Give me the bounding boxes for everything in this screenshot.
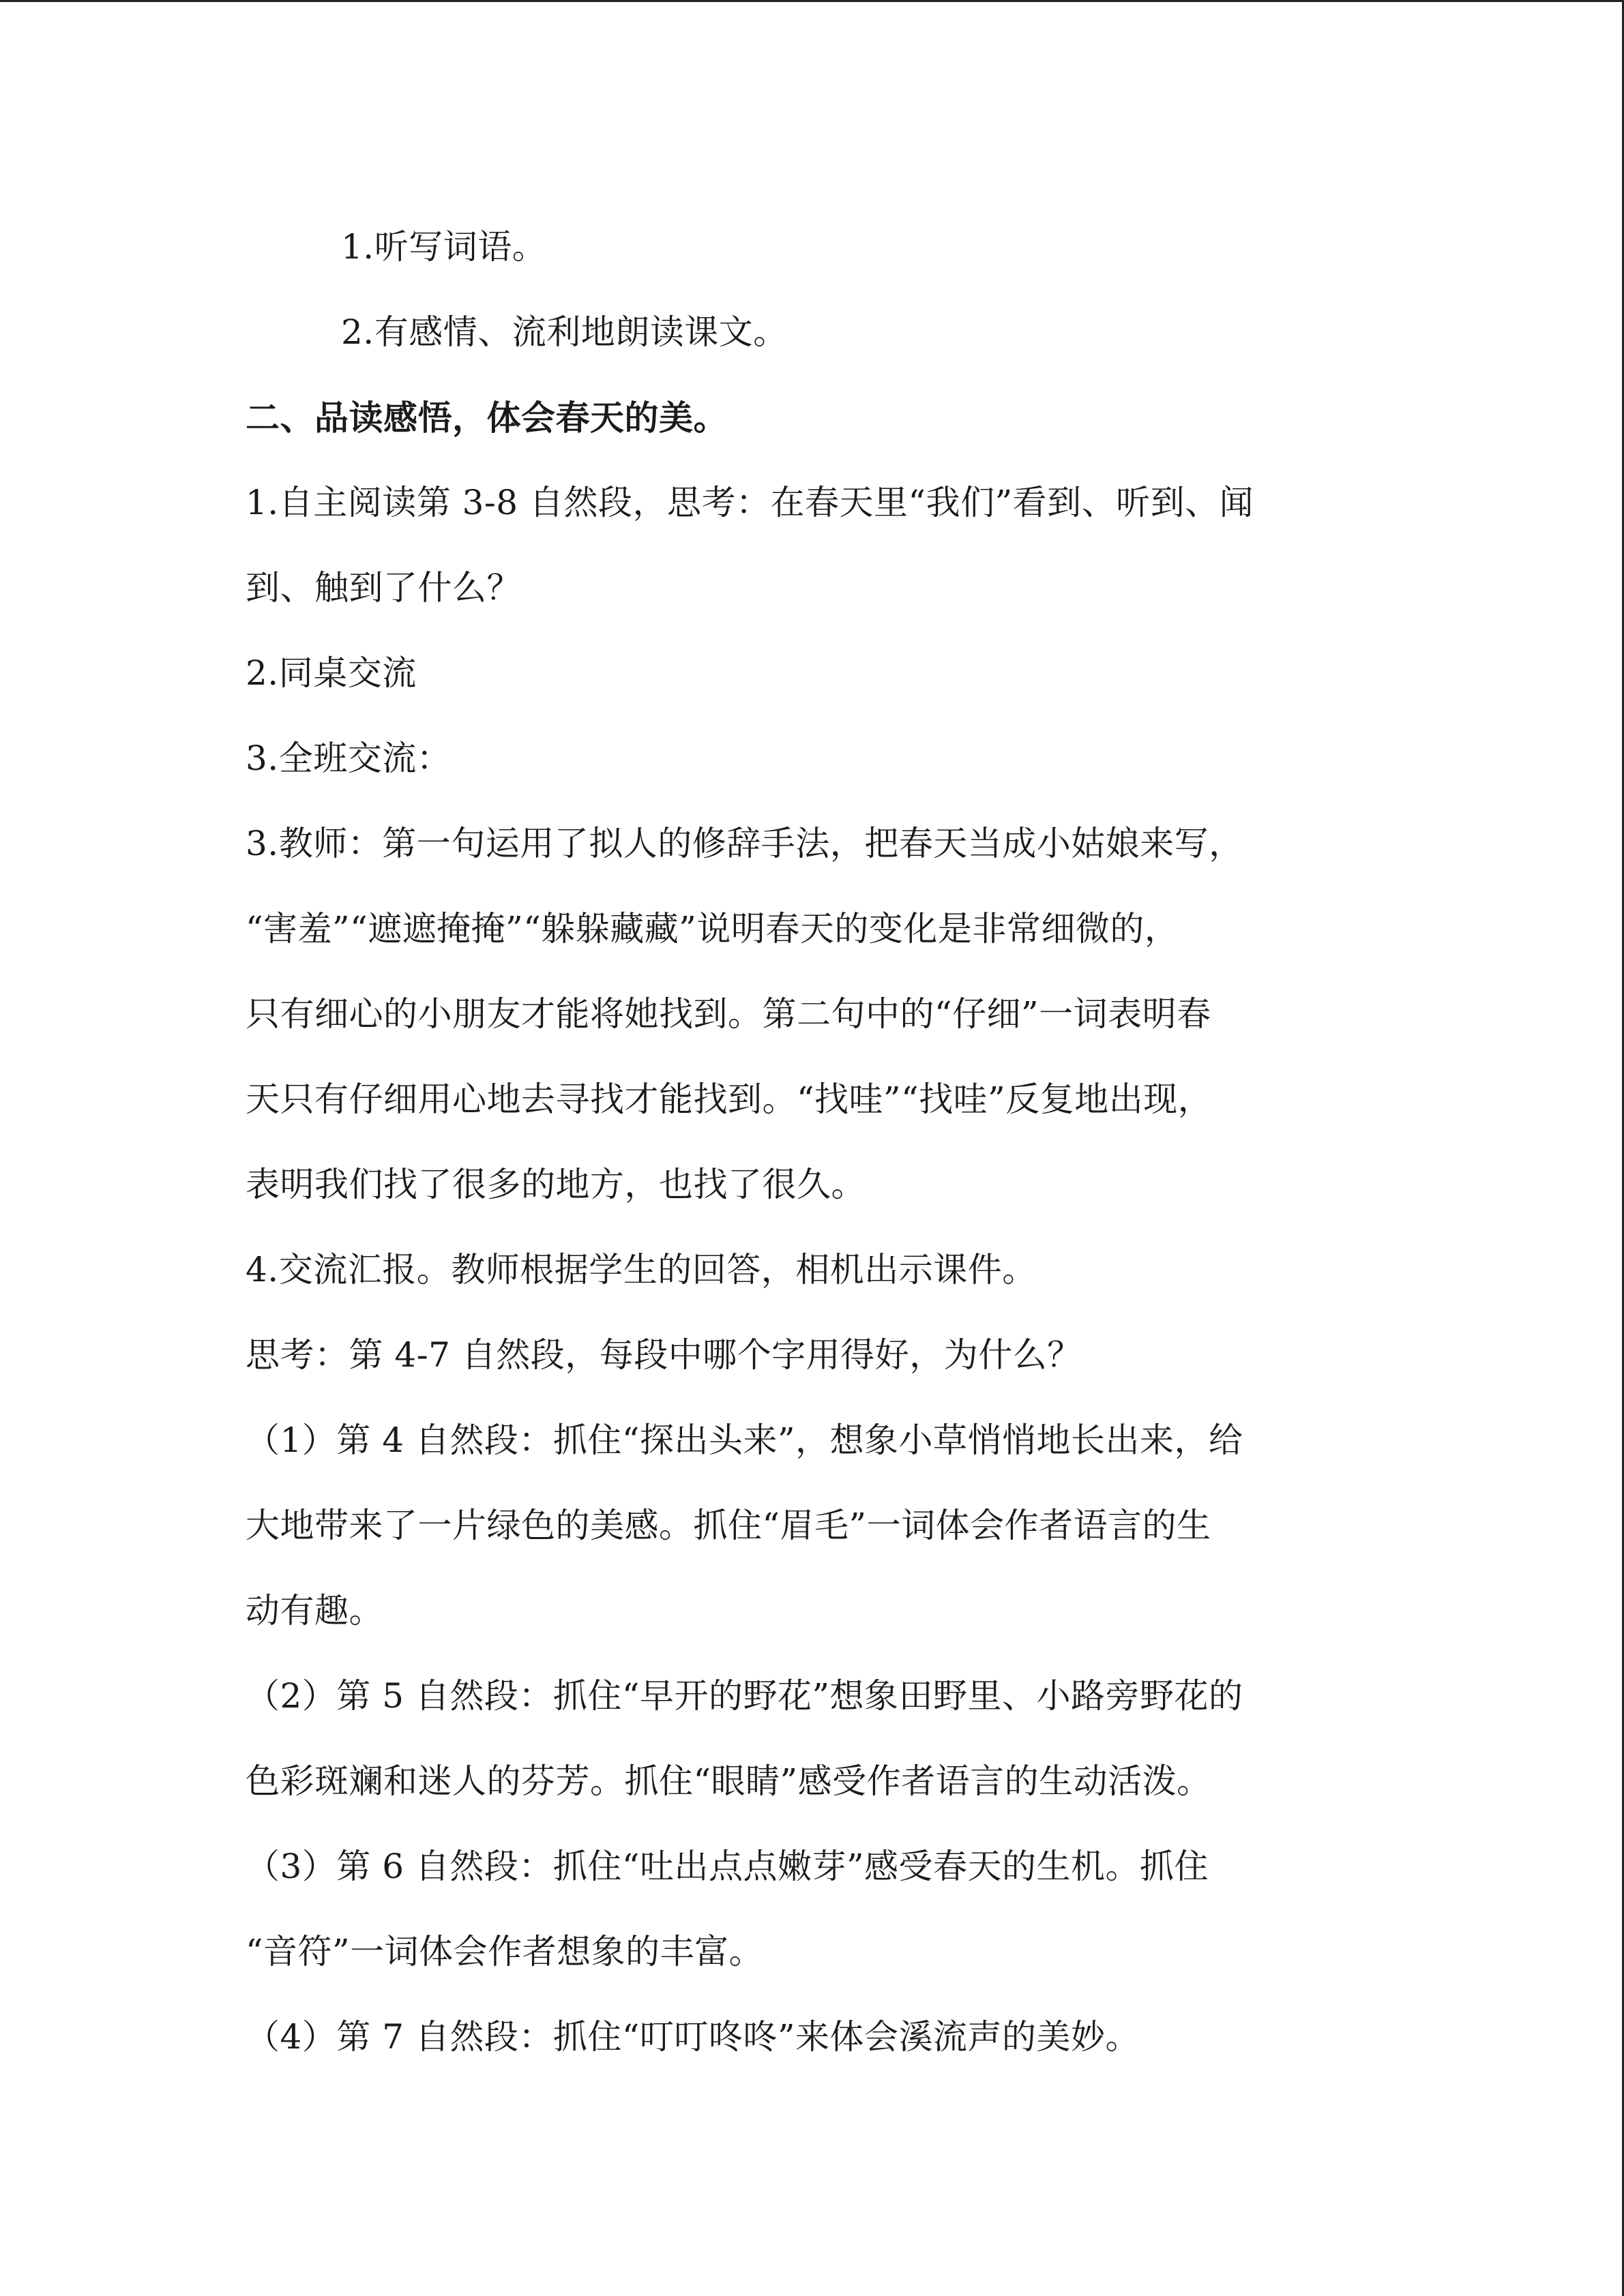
text-line-para-4: （1）第 4 自然段：抓住“探出头来”，想象小草悄悄地长出来，给: [246, 1420, 1243, 1460]
text-line-question: 思考：第 4-7 自然段，每段中哪个字用得好，为什么？: [246, 1335, 1082, 1375]
text-line-teacher-cont-1: “害羞”“遮遮掩掩”“躲躲藏藏”说明春天的变化是非常细微的，: [246, 909, 1179, 949]
text-line-task-1-cont: 到、触到了什么？: [246, 568, 521, 608]
page-border-top: [0, 0, 1624, 2]
text-line-para-5: （2）第 5 自然段：抓住“早开的野花”想象田野里、小路旁野花的: [246, 1676, 1243, 1716]
text-line-teacher: 3.教师：第一句运用了拟人的修辞手法，把春天当成小姑娘来写，: [246, 824, 1243, 863]
text-line-para-6-cont: “音符”一词体会作者想象的丰富。: [246, 1932, 764, 1971]
text-line-task-3: 3.全班交流：: [246, 739, 452, 778]
text-line-para-4-cont-2: 动有趣。: [246, 1591, 383, 1630]
text-line-task-4: 4.交流汇报。教师根据学生的回答，相机出示课件。: [246, 1250, 1037, 1289]
text-line-dictation: 1.听写词语。: [341, 227, 547, 267]
document-body: [246, 205, 1419, 2080]
text-line-teacher-cont-4: 表明我们找了很多的地方，也找了很久。: [246, 1165, 866, 1204]
text-line-para-7: （4）第 7 自然段：抓住“叮叮咚咚”来体会溪流声的美妙。: [246, 2017, 1140, 2057]
text-line-teacher-cont-2: 只有细心的小朋友才能将她找到。第二句中的“仔细”一词表明春: [246, 994, 1211, 1034]
text-line-para-5-cont: 色彩斑斓和迷人的芬芳。抓住“眼睛”感受作者语言的生动活泼。: [246, 1761, 1211, 1801]
section-heading: 二、品读感悟，体会春天的美。: [246, 398, 728, 438]
text-line-task-2: 2.同桌交流: [246, 653, 417, 693]
text-line-teacher-cont-3: 天只有仔细用心地去寻找才能找到。“找哇”“找哇”反复地出现，: [246, 1079, 1213, 1119]
text-line-task-1: 1.自主阅读第 3-8 自然段，思考：在春天里“我们”看到、听到、闻: [246, 483, 1254, 522]
text-line-para-6: （3）第 6 自然段：抓住“吐出点点嫩芽”感受春天的生机。抓住: [246, 1847, 1209, 1886]
text-line-read-aloud: 2.有感情、流利地朗读课文。: [341, 312, 788, 352]
text-line-para-4-cont-1: 大地带来了一片绿色的美感。抓住“眉毛”一词体会作者语言的生: [246, 1506, 1211, 1545]
